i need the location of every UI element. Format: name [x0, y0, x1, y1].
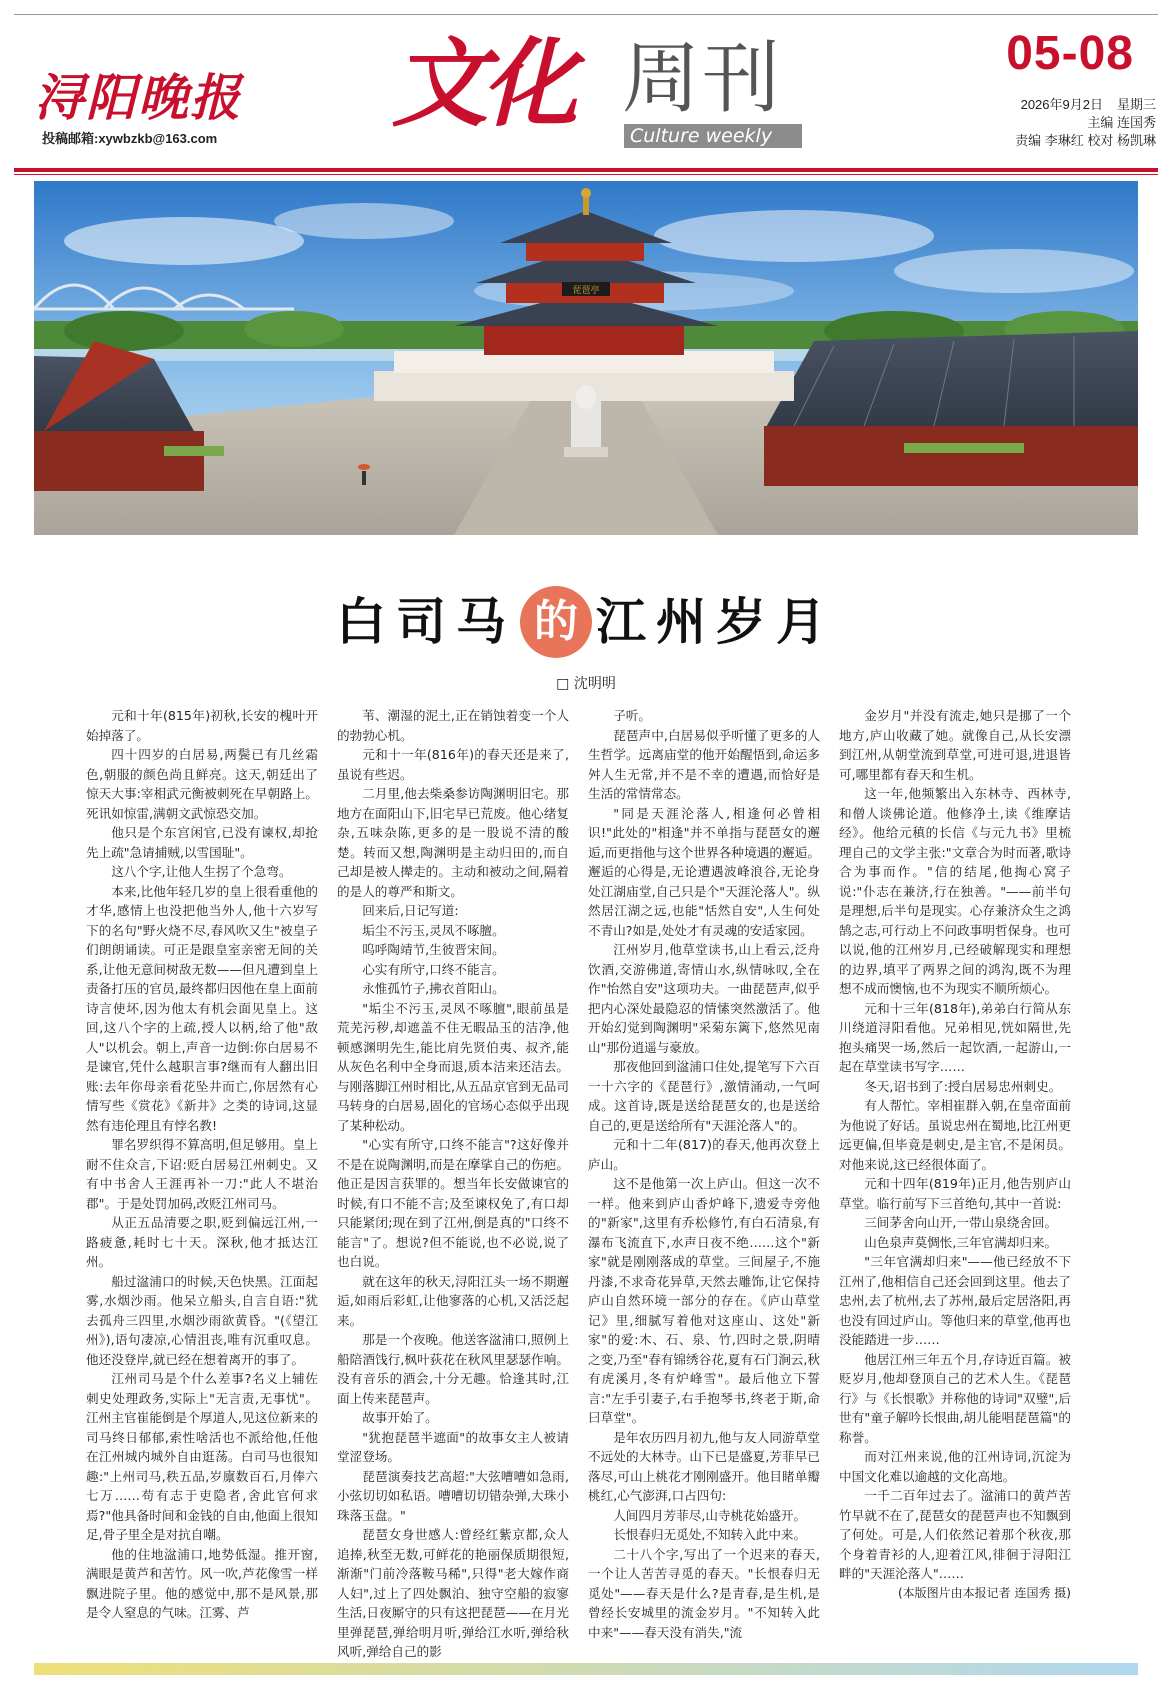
article-paragraph: 苇、潮湿的泥土,正在销蚀着变一个人的勃勃心机。 — [337, 708, 569, 743]
article-paragraph: 江州岁月,他草堂读书,山上看云,泛舟饮酒,交游佛道,寄情山水,纵情咏叹,全在作"怡然自安"这项功夫。一曲琵琶声,似乎把内心深处最隐忍的情愫突然激活了。他开始幻觉到陶渊明"采菊东篱下,悠然见南山"那份逍遥与豪放。 — [588, 942, 820, 1055]
article-paragraph: 二月里,他去柴桑参访陶渊明旧宅。那地方在面阳山下,旧宅早已荒废。他心绪复杂,五味杂陈,更多的是一股说不清的酸楚。转而又想,陶渊明是主动归田的,而自己却是被人撵走的。主动和被动之间,隔着的是人的尊严和斯文。 — [337, 786, 569, 899]
article-paragraph: 他只是个东宫闲官,已没有谏权,却抢先上疏"急请捕贼,以雪国耻"。 — [86, 825, 318, 860]
article-column-1 — [86, 706, 318, 1623]
article-paragraph: 从正五品清要之职,贬到偏远江州,一路疲惫,耗时七十天。深秋,他才抵达江州。 — [86, 1215, 318, 1269]
submission-email: 投稿邮箱:xywbzkb@163.com — [42, 131, 218, 146]
chief-editor: 主编 连国秀 — [1087, 115, 1156, 130]
article-paragraph: 而对江州来说,他的江州诗词,沉淀为中国文化难以逾越的文化高地。 — [839, 1449, 1071, 1484]
top-rule — [14, 14, 1158, 15]
photo-credit: (本版图片由本报记者 连国秀 摄) — [898, 1585, 1071, 1600]
article-column-4 — [839, 706, 1071, 1603]
article-paragraph: "三年官满却归来"——他已经放不下江州了,他相信自己还会回到这里。他去了忠州,去了杭州,去了苏州,最后定居洛阳,再也没有回过庐山。等他归来的草堂,他再也没能踏进一步…… — [839, 1254, 1071, 1347]
article-paragraph: "同是天涯沦落人,相逢何必曾相识!"此处的"相逢"并不单指与琵琶女的邂逅,而更指他与这个世界各种境遇的邂逅。邂逅的心得是,无论遭遇波峰浪谷,无论身处江湖庙堂,自己只是个"天涯沦落人"。纵然居江湖之远,也能"恬然自安",人生何处不青山?如是,处处才有灵魂的安适家园。 — [588, 805, 820, 938]
pavilion-sign: 琵琶亭 — [572, 286, 600, 296]
hero-photo-pipa-pavilion — [34, 181, 1138, 535]
issue-date: 2026年9月2日 — [1020, 97, 1103, 112]
headline-part-2: 江州岁月 — [596, 592, 836, 651]
article-paragraph: 这八个字,让他人生拐了个急弯。 — [111, 864, 292, 879]
article-paragraph: 元和十年(815年)初秋,长安的槐叶开始掉落了。 — [86, 708, 318, 743]
article-headline — [0, 582, 1172, 662]
article-column-2 — [337, 706, 569, 1662]
header-rule — [14, 168, 1158, 172]
article-paragraph: 他的住地湓浦口,地势低湿。推开窗,满眼是黄芦和苦竹。风一吹,芦花像雪一样飘进院子里。他的感觉中,那不是风景,那是令人窒息的气味。江雾、芦 — [86, 1546, 318, 1620]
article-paragraph: 他居江州三年五个月,存诗近百篇。被贬岁月,他却登顶自己的艺术人生。《琵琶行》与《长恨歌》并称他的诗词"双璧",后世有"童子解吟长恨曲,胡儿能唱琵琶篇"的称誉。 — [839, 1351, 1071, 1445]
article-paragraph: 故事开始了。 — [362, 1410, 438, 1425]
article-byline: □ 沈明明 — [556, 676, 616, 692]
issue-date-line — [1021, 94, 1156, 113]
article-paragraph: "心实有所守,口终不能言"?这好像并不是在说陶渊明,而是在摩挲自己的伤疤。他正是因言获罪的。想当年长安做谏官的时候,有口不能不言;及至谏权免了,有口却只能紧闭;现在到了江州,倒是真的"口终不能言"了。想说?但不能说,也不必说,说了也白说。 — [337, 1137, 569, 1269]
article-paragraph: 是年农历四月初九,他与友人同游草堂不远处的大林寺。山下已是盛夏,芳菲早已落尽,可山上桃花才刚刚盛开。他目睹单瓣桃红,心气澎湃,口占四句: — [588, 1429, 820, 1503]
article-paragraph: 罪名罗织得不算高明,但足够用。皇上耐不住众言,下诏:贬白居易江州刺史。又有中书舍人王涯再补一刀:"此人不堪治郡"。于是处罚加码,改贬江州司马。 — [86, 1137, 318, 1211]
article-paragraph: 就在这年的秋天,浔阳江头一场不期邂逅,如雨后彩虹,让他寥落的心机,又活泛起来。 — [337, 1273, 569, 1328]
article-column-3 — [588, 706, 820, 1642]
article-paragraph: "垢尘不污玉,灵凤不啄膻",眼前虽是荒芜污秽,却遮盖不住无暇品玉的洁净,他顿感渊明先生,能比肩先贤伯夷、叔齐,能从灰色名利中全身而退,质本洁来还洁去。与刚落脚江州时相比,从五品京官到无品司马转身的白居易,固化的官场心态似乎出现了某种松动。 — [337, 1000, 569, 1133]
article-paragraph: 这不是他第一次上庐山。但这一次不一样。他来到庐山香炉峰下,遗爱寺旁他的"新家",这里有乔松修竹,有白石清泉,有瀑布飞流直下,水声日夜不绝……这个"新家"就是刚刚落成的草堂。三间屋子,不施丹漆,不求奇花异草,天然去雕饰,让它保持庐山自然环境一部分的存在。《庐山草堂记》里,细腻写着他对这座山、这处"新家"的爱:木、石、泉、竹,四时之景,阴晴之变,乃至"春有锦绣谷花,夏有石门涧云,秋有虎溪月,冬有炉峰雪"。最后他立下誓言:"左手引妻子,右手抱琴书,终老于斯,命曰草堂"。 — [588, 1176, 820, 1425]
article-paragraph: 那是一个夜晚。他送客湓浦口,照例上船陪酒饯行,枫叶荻花在秋风里瑟瑟作响。没有音乐的酒会,十分无趣。恰逢其时,江面上传来琵琶声。 — [337, 1332, 569, 1406]
article-paragraph: "犹抱琵琶半遮面"的故事女主人被请堂涩登场。 — [337, 1429, 569, 1464]
poem-line: 三间茅舍向山开,一带山泉绕舍回。 — [864, 1215, 1058, 1230]
issue-weekday: 星期三 — [1116, 97, 1156, 112]
article-paragraph: 琵琶声中,白居易似乎听懂了更多的人生哲学。远离庙堂的他开始醒悟到,命运多舛人生无常,并不是不幸的遭遇,而恰好是生活的常情常态。 — [588, 727, 820, 801]
poem-line: 山色泉声莫惆怅,三年官满却归来。 — [864, 1234, 1058, 1250]
headline-part-1: 白司马 — [336, 592, 516, 651]
article-paragraph: 元和十四年(819年)正月,他告别庐山草堂。临行前写下三首绝句,其中一首说: — [839, 1176, 1071, 1211]
article-paragraph: 琵琶演奏技艺高超:"大弦嘈嘈如急雨,小弦切切如私语。嘈嘈切切错杂弹,大珠小珠落玉盘。" — [337, 1468, 569, 1523]
poem-line: 心实有所守,口终不能言。 — [362, 961, 505, 977]
header-rule-thin — [14, 174, 1158, 175]
section-title-weekly: 周刊 — [622, 34, 783, 124]
article-paragraph: 那夜他回到湓浦口住处,提笔写下六百一十六字的《琵琶行》,激情涌动,一气呵成。这首诗,既是送给琵琶女的,也是送给自己的,更是送给所有"天涯沦落人"的。 — [588, 1059, 820, 1133]
poem-line: 永惟孤竹子,拂衣首阳山。 — [362, 981, 505, 996]
article-paragraph: 江州司马是个什么差事?名义上辅佐刺史处理政务,实际上"无言责,无事忧"。江州主官崔能倒是个厚道人,见这位新来的司马终日郁郁,索性啥活也不派给他,任他在江州城内城外自由逛荡。白司马也很知趣:"上州司马,秩五品,岁廪数百石,月俸六七万……苟有志于吏隐者,舍此官何求焉?"他具备时间和金钱的自由,他面上很知足,骨子里全是对抗自嘲。 — [86, 1371, 318, 1542]
article-paragraph: 元和十一年(816年)的春天还是来了,虽说有些迟。 — [337, 747, 569, 782]
article-paragraph: 四十四岁的白居易,两鬓已有几丝霜色,朝服的颜色尚且鲜亮。这天,朝廷出了惊天大事:宰相武元衡被刺死在早朝路上。死讯如惊雷,满朝文武惊恐交加。 — [86, 747, 318, 821]
poem-line: 人间四月芳菲尽,山寺桃花始盛开。 — [613, 1507, 807, 1523]
poem-line: 呜呼陶靖节,生彼晋宋间。 — [362, 942, 505, 957]
article-paragraph: 这一年,他频繁出入东林寺、西林寺,和僧人谈佛论道。他修净土,读《维摩诘经》。他给元稹的长信《与元九书》里梳理自己的文学主张:"文章合为时而著,歌诗合为事而作。"信的结尾,他掏心窝子说:"仆志在兼济,行在独善。"——前半句是理想,后半句是现实。心存兼济众生之鸿鹄之志,可行动上不问政事明哲保身。也可以说,他的江州岁月,已经破解现实和理想的边界,填平了两界之间的鸿沟,既不为理想不成而懊恼,也不为现实不顺所烦心。 — [839, 786, 1071, 996]
poem-line: 垢尘不污玉,灵凤不啄膻。 — [362, 922, 505, 938]
headline-de-circle: 的 — [520, 586, 592, 658]
article-paragraph: 元和十二年(817)的春天,他再次登上庐山。 — [588, 1137, 820, 1172]
article-paragraph: 有人帮忙。宰相崔群入朝,在皇帝面前为他说了好话。虽说忠州在蜀地,比江州更远更偏,但毕竟是刺史,是主官,不是闲员。对他来说,这已经很体面了。 — [839, 1098, 1071, 1172]
footer-color-bar — [34, 1663, 1138, 1675]
article-paragraph: 本来,比他年轻几岁的皇上很看重他的才华,感情上也没把他当外人,他十六岁写下的名句"野火烧不尽,春风吹又生"被皇子们朗朗诵读。可正是跟皇室亲密无间的关系,让他无意间树敌无数——但凡遭到皇上责备打压的官员,最终都归因他在皇上面前诗言使坏,因为他太有机会面见皇上。这回,这八个字的上疏,授人以柄,给了他"敌人"以机会。朝上,声音一边倒:你白居易不是谏官,凭什么越职言事?继而有人翻出旧账:去年你母亲看花坠井而亡,你居然有心情写些《赏花》《新井》之类的诗词,这显然有违伦理且有悖名教! — [86, 883, 318, 1133]
article-paragraph: 琵琶女身世感人:曾经红紫京都,众人追捧,秋至无数,可鲜花的艳丽保质期很短,渐渐"门前冷落鞍马稀",只得"老大嫁作商人妇",过上了四处飘泊、独守空船的寂寥生活,日夜厮守的只有这把琵琶——在月光里弹琵琶,弹给明月听,弹给江水听,弹给秋风听,弹给自己的影 — [337, 1527, 569, 1659]
article-paragraph: 二十八个字,写出了一个迟来的春天,一个让人苦苦寻觅的春天。"长恨春归无觅处"——春天是什么?是青春,是生机,是曾经长安城里的流金岁月。"不知转入此中来"——春天没有消失,"流 — [588, 1546, 820, 1640]
article-paragraph: 一千二百年过去了。湓浦口的黄芦苦竹早就不在了,琵琶女的琵琶声也不知飘到了何处。可是,人们依然记着那个秋夜,那个身着青衫的人,迎着江风,徘徊于浔阳江畔的"天涯沦落人"…… — [839, 1488, 1071, 1581]
article-paragraph: 元和十三年(818年),弟弟白行简从东川绕道浔阳看他。兄弟相见,恍如隔世,先抱头痛哭一场,然后一起饮酒,一起游山,一起在草堂读书写字…… — [839, 1000, 1071, 1074]
article-paragraph: 回来后,日记写道: — [362, 903, 459, 918]
section-title-english: Culture weekly — [624, 124, 802, 148]
article-paragraph: 金岁月"并没有流走,她只是挪了一个地方,庐山收藏了她。就像自己,从长安漂到江州,从朝堂流到草堂,可进可退,进退皆可,哪里都有春天和生机。 — [839, 708, 1071, 782]
newspaper-masthead: 浔阳晚报 — [34, 68, 242, 127]
editors-line: 责编 李琳红 校对 杨凯琳 — [1015, 133, 1156, 148]
poem-line: 长恨春归无觅处,不知转入此中来。 — [613, 1527, 807, 1542]
section-title-culture: 文化 — [392, 27, 572, 140]
article-paragraph: 船过湓浦口的时候,天色快黑。江面起雾,水烟沙雨。他呆立船头,自言自语:"犹去孤舟三四里,水烟沙雨欲黄昏。"(《望江州》),语句凄凉,心情沮丧,唯有沉重叹息。他还没登岸,就已经在想着离开的事了。 — [86, 1273, 318, 1367]
article-paragraph: 冬天,诏书到了:授白居易忠州刺史。 — [864, 1078, 1062, 1094]
page-number: 05-08 — [1006, 27, 1134, 80]
article-paragraph: 子听。 — [613, 708, 651, 723]
